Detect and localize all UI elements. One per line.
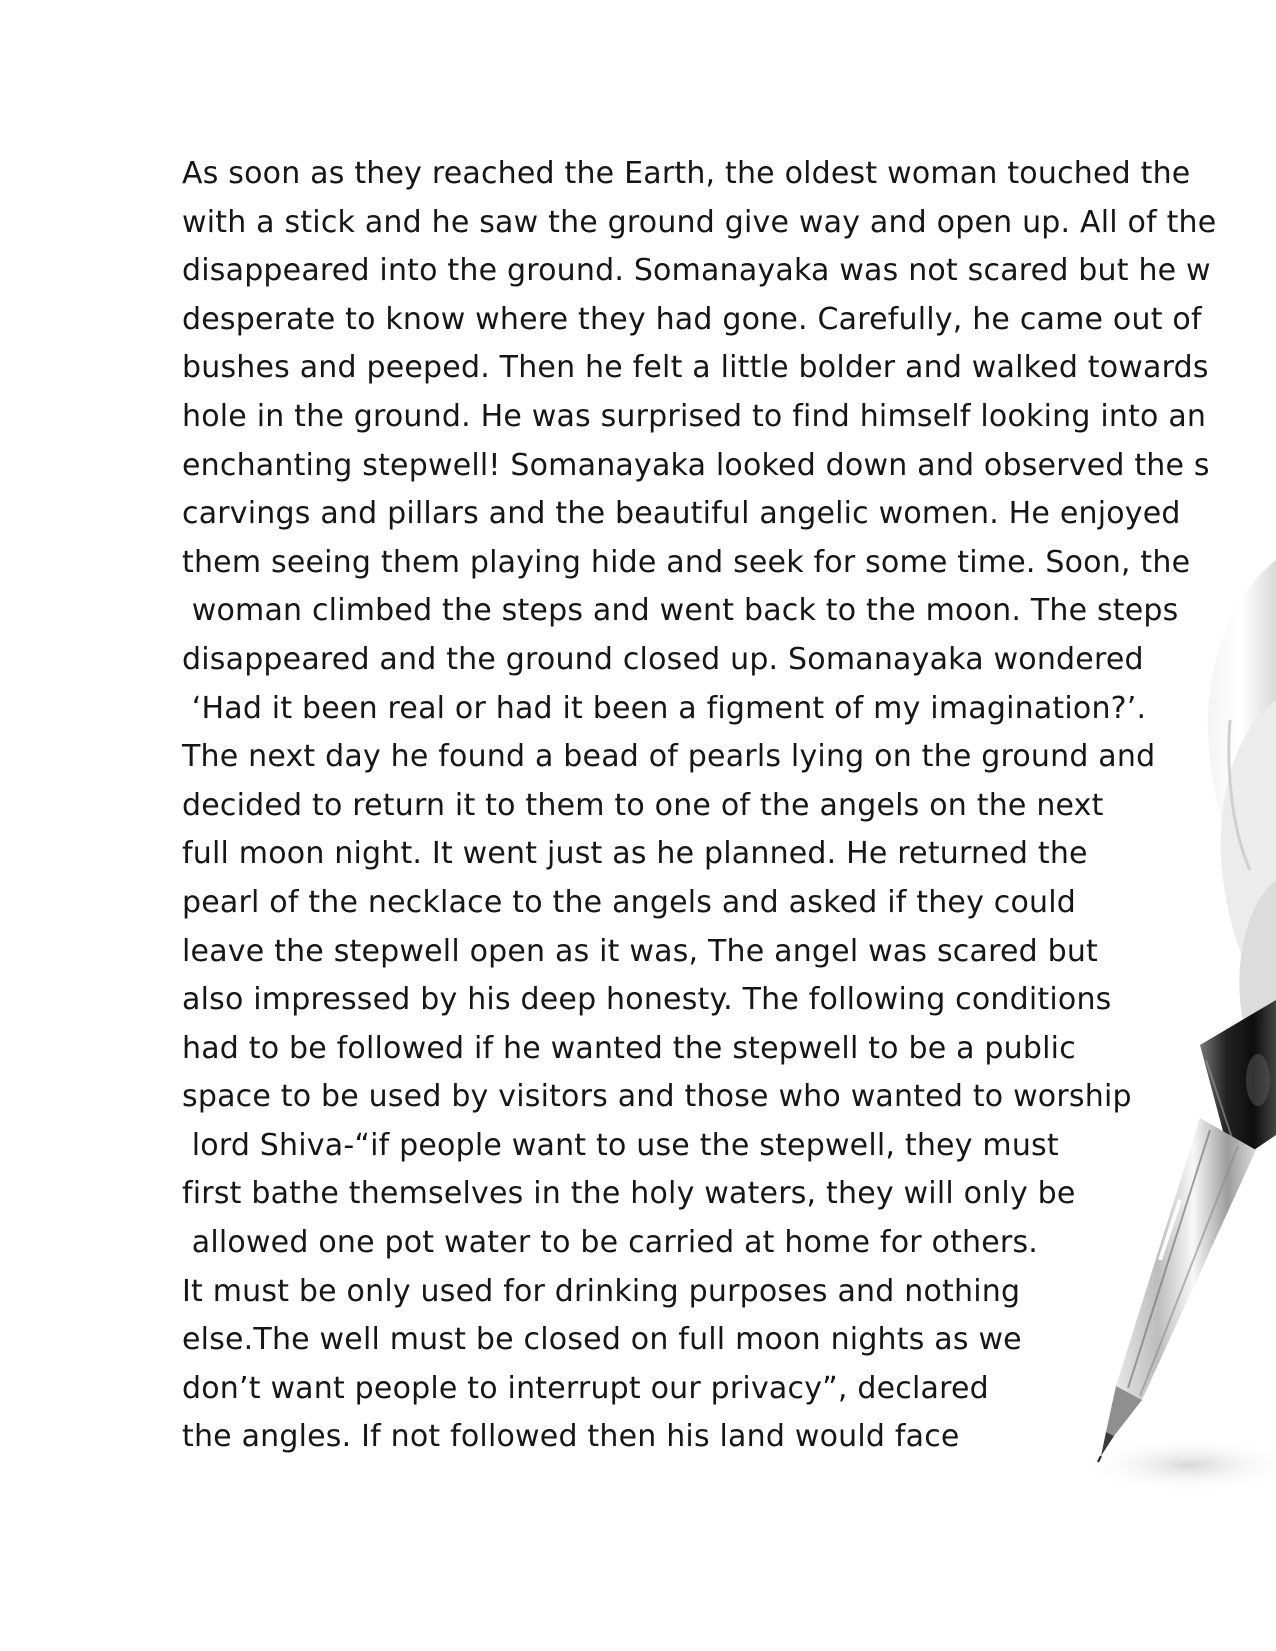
text-line: full moon night. It went just as he planned. He returned the — [182, 836, 1088, 872]
text-line: space to be used by visitors and those who wanted to worship — [182, 1079, 1132, 1115]
text-line: The next day he found a bead of pearls lying on the ground and — [182, 739, 1156, 775]
text-line: else.The well must be closed on full moon nights as we — [182, 1322, 1022, 1358]
text-line: had to be followed if he wanted the stepwell to be a public — [182, 1030, 1076, 1066]
text-line: leave the stepwell open as it was, The angel was scared but — [182, 933, 1099, 969]
text-line: lord Shiva-“if people want to use the stepwell, they must — [182, 1127, 1059, 1163]
text-line: them seeing them playing hide and seek for some time. Soon, the — [182, 544, 1191, 580]
text-line: disappeared and the ground closed up. Somanayaka wondered — [182, 641, 1144, 677]
text-line: It must be only used for drinking purposes and nothing — [182, 1273, 1021, 1309]
text-line: first bathe themselves in the holy waters, they will only be — [182, 1176, 1076, 1212]
text-line: allowed one pot water to be carried at home for others. — [182, 1225, 1039, 1261]
text-line: disappeared into the ground. Somanayaka was not scared but he w — [182, 253, 1211, 289]
text-line: hole in the ground. He was surprised to find himself looking into an — [182, 398, 1207, 434]
story-text — [182, 150, 1276, 1462]
text-line: carvings and pillars and the beautiful angelic women. He enjoyed — [182, 496, 1181, 532]
text-line: decided to return it to them to one of the angels on the next — [182, 787, 1104, 823]
text-line: desperate to know where they had gone. Carefully, he came out of — [182, 301, 1202, 337]
text-line: with a stick and he saw the ground give way and open up. All of the — [182, 204, 1217, 240]
text-line: the angles. If not followed then his land would face — [182, 1419, 960, 1455]
text-line: enchanting stepwell! Somanayaka looked down and observed the s — [182, 447, 1210, 483]
text-line: don’t want people to interrupt our privacy”, declared — [182, 1370, 989, 1406]
text-line: pearl of the necklace to the angels and asked if they could — [182, 884, 1077, 920]
text-line: woman climbed the steps and went back to the moon. The steps — [182, 593, 1179, 629]
text-line: As soon as they reached the Earth, the oldest woman touched the — [182, 156, 1191, 191]
text-line: also impressed by his deep honesty. The following conditions — [182, 982, 1112, 1018]
text-line: bushes and peeped. Then he felt a little bolder and walked towards — [182, 350, 1209, 386]
text-line: ‘Had it been real or had it been a figment of my imagination?’. — [182, 690, 1147, 726]
